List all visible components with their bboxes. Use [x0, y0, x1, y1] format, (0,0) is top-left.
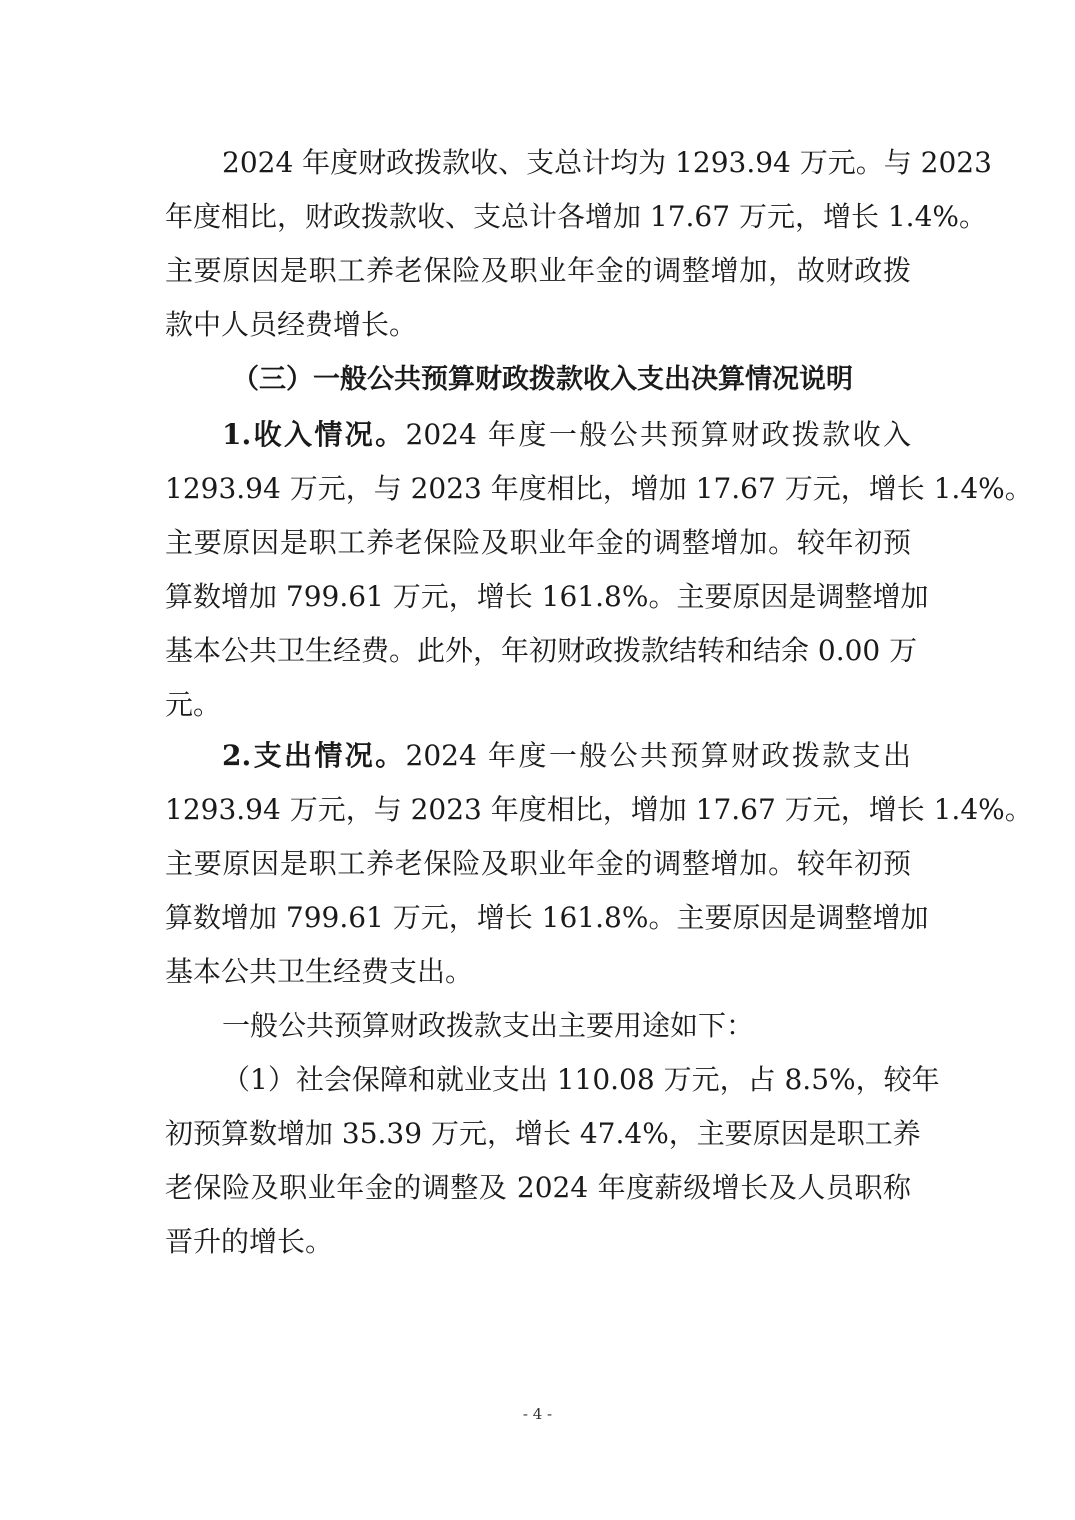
income-text: 2024 年度一般公共预算财政拨款收入 [405, 418, 911, 451]
paragraph-line: 主要原因是职工养老保险及职业年金的调整增加。较年初预 [165, 847, 911, 880]
expenditure-first-line [222, 729, 911, 783]
paragraph-line: 算数增加 799.61 万元，增长 161.8%。主要原因是调整增加 [165, 580, 929, 613]
page-number: - 4 - [522, 1405, 553, 1423]
paragraph-line: 年度相比，财政拨款收、支总计各增加 17.67 万元，增长 1.4%。 [165, 200, 987, 233]
paragraph-line: 算数增加 799.61 万元，增长 161.8%。主要原因是调整增加 [165, 901, 929, 934]
paragraph-line: 1293.94 万元，与 2023 年度相比，增加 17.67 万元，增长 1.4%。 [165, 472, 1033, 505]
item-line: 老保险及职业年金的调整及 2024 年度薪级增长及人员职称 [165, 1171, 911, 1204]
paragraph-line: 主要原因是职工养老保险及职业年金的调整增加，故财政拨 [165, 254, 911, 287]
uses-intro: 一般公共预算财政拨款支出主要用途如下： [222, 1009, 755, 1042]
item-line: 初预算数增加 35.39 万元，增长 47.4%，主要原因是职工养 [165, 1117, 921, 1150]
item-line: 晋升的增长。 [165, 1225, 334, 1258]
section-heading: （三）一般公共预算财政拨款收入支出决算情况说明 [232, 364, 853, 395]
expenditure-text: 2024 年度一般公共预算财政拨款支出 [405, 739, 911, 772]
income-first-line [222, 408, 911, 462]
paragraph-line: 基本公共卫生经费。此外，年初财政拨款结转和结余 0.00 万 [165, 634, 918, 667]
paragraph-line: 款中人员经费增长。 [165, 308, 418, 341]
expenditure-lead: 2.支出情况。 [222, 739, 406, 772]
item-line: （1）社会保障和就业支出 110.08 万元，占 8.5%，较年 [222, 1063, 940, 1096]
paragraph-line: 1293.94 万元，与 2023 年度相比，增加 17.67 万元，增长 1.4%。 [165, 793, 1033, 826]
paragraph-line: 元。 [165, 688, 222, 721]
income-lead: 1.收入情况。 [222, 418, 406, 451]
paragraph-line: 2024 年度财政拨款收、支总计均为 1293.94 万元。与 2023 [222, 146, 992, 179]
paragraph-line: 基本公共卫生经费支出。 [165, 955, 474, 988]
paragraph-line: 主要原因是职工养老保险及职业年金的调整增加。较年初预 [165, 526, 911, 559]
